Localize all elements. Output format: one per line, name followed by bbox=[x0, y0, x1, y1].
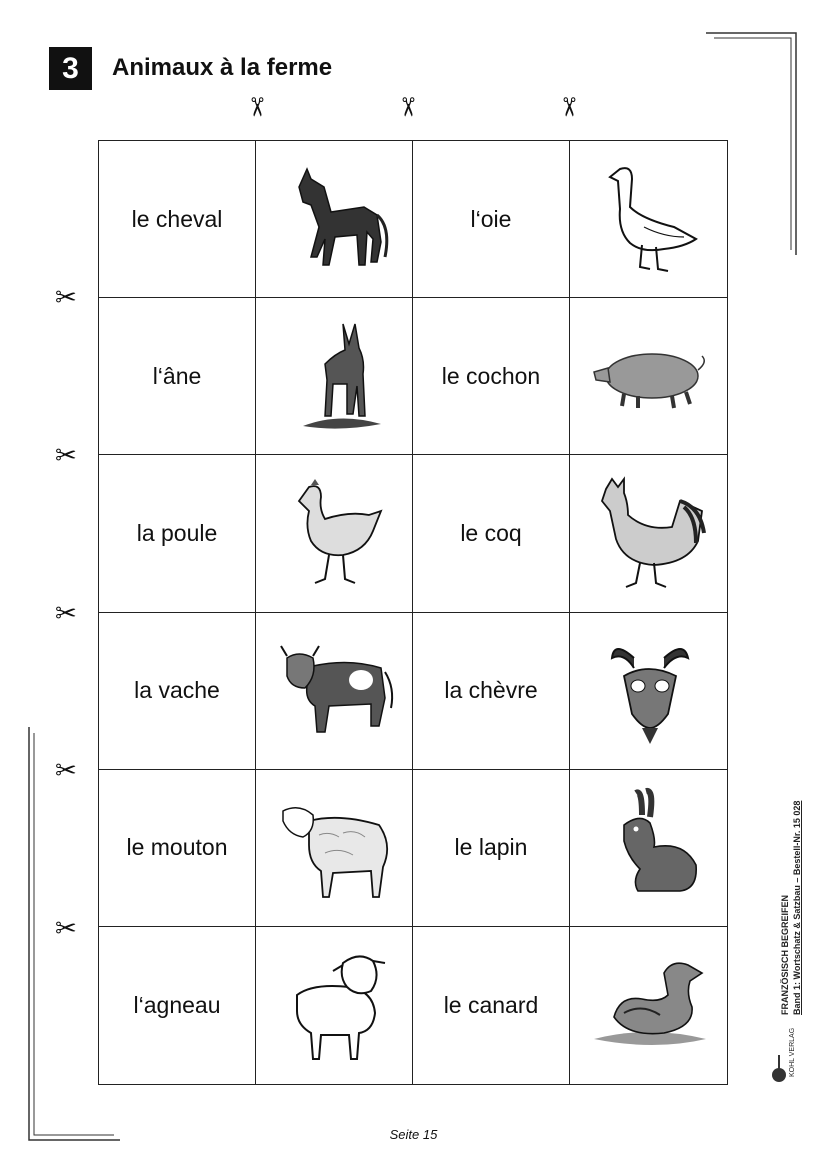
word-label: le cheval bbox=[131, 205, 223, 232]
word-label: le canard bbox=[443, 991, 539, 1018]
publisher-logo bbox=[769, 1025, 799, 1085]
word-label: l‘agneau bbox=[133, 991, 221, 1018]
sheep-icon bbox=[269, 785, 399, 910]
rooster-icon bbox=[584, 471, 714, 596]
card-picture bbox=[256, 298, 413, 455]
goose-icon bbox=[584, 157, 714, 282]
volume-and-order-number: Band 1: Wortschatz & Satzbau – Bestell-Nr. 15 028 bbox=[792, 800, 802, 1015]
card-picture bbox=[256, 927, 413, 1084]
card-picture bbox=[570, 927, 727, 1084]
card-word bbox=[99, 927, 256, 1084]
card-word bbox=[413, 770, 570, 927]
series-title: FRANZÖSISCH BEGREIFEN bbox=[780, 894, 790, 1015]
word-label: la chèvre bbox=[444, 677, 538, 704]
card-picture bbox=[570, 455, 727, 612]
duck-icon bbox=[584, 943, 714, 1068]
scissors-icon: ✂ bbox=[55, 755, 77, 785]
card-picture bbox=[256, 141, 413, 298]
scissors-icon: ✂ bbox=[241, 96, 272, 118]
word-label: la vache bbox=[134, 677, 220, 704]
card-picture bbox=[256, 613, 413, 770]
pig-icon bbox=[584, 314, 714, 439]
card-picture bbox=[256, 770, 413, 927]
side-info bbox=[776, 765, 816, 1015]
word-label: l‘oie bbox=[470, 205, 512, 232]
card-word bbox=[413, 141, 570, 298]
card-word bbox=[413, 298, 570, 455]
cow-icon bbox=[269, 628, 399, 753]
rabbit-icon bbox=[584, 785, 714, 910]
card-picture bbox=[570, 613, 727, 770]
card-word bbox=[413, 927, 570, 1084]
publisher-name: KOHL VERLAG bbox=[789, 1027, 796, 1077]
scissors-icon: ✂ bbox=[55, 598, 77, 628]
word-label: le cochon bbox=[441, 362, 541, 389]
card-word bbox=[99, 298, 256, 455]
card-word bbox=[413, 613, 570, 770]
scissors-icon: ✂ bbox=[55, 913, 77, 943]
word-label: le lapin bbox=[454, 834, 528, 861]
goat-icon bbox=[584, 628, 714, 753]
card-picture bbox=[570, 141, 727, 298]
card-picture bbox=[570, 298, 727, 455]
scissors-icon: ✂ bbox=[553, 96, 584, 118]
card-picture bbox=[256, 455, 413, 612]
card-word bbox=[99, 770, 256, 927]
card-picture bbox=[570, 770, 727, 927]
card-grid bbox=[98, 140, 728, 1085]
exercise-number: 3 bbox=[49, 47, 92, 90]
tree-logo-icon bbox=[769, 1025, 789, 1085]
word-label: la poule bbox=[136, 519, 218, 546]
scissors-icon: ✂ bbox=[392, 96, 423, 118]
word-label: le mouton bbox=[126, 834, 228, 861]
card-word bbox=[99, 141, 256, 298]
horse-icon bbox=[269, 157, 399, 282]
card-word bbox=[413, 455, 570, 612]
page-title: Animaux à la ferme bbox=[112, 54, 333, 81]
card-word bbox=[99, 455, 256, 612]
lamb-icon bbox=[269, 943, 399, 1068]
hen-icon bbox=[269, 471, 399, 596]
word-label: l‘âne bbox=[152, 362, 202, 389]
card-word bbox=[99, 613, 256, 770]
scissors-icon: ✂ bbox=[55, 282, 77, 312]
donkey-icon bbox=[269, 314, 399, 439]
scissors-icon: ✂ bbox=[55, 440, 77, 470]
word-label: le coq bbox=[460, 519, 522, 546]
page-number: Seite 15 bbox=[389, 1127, 438, 1142]
